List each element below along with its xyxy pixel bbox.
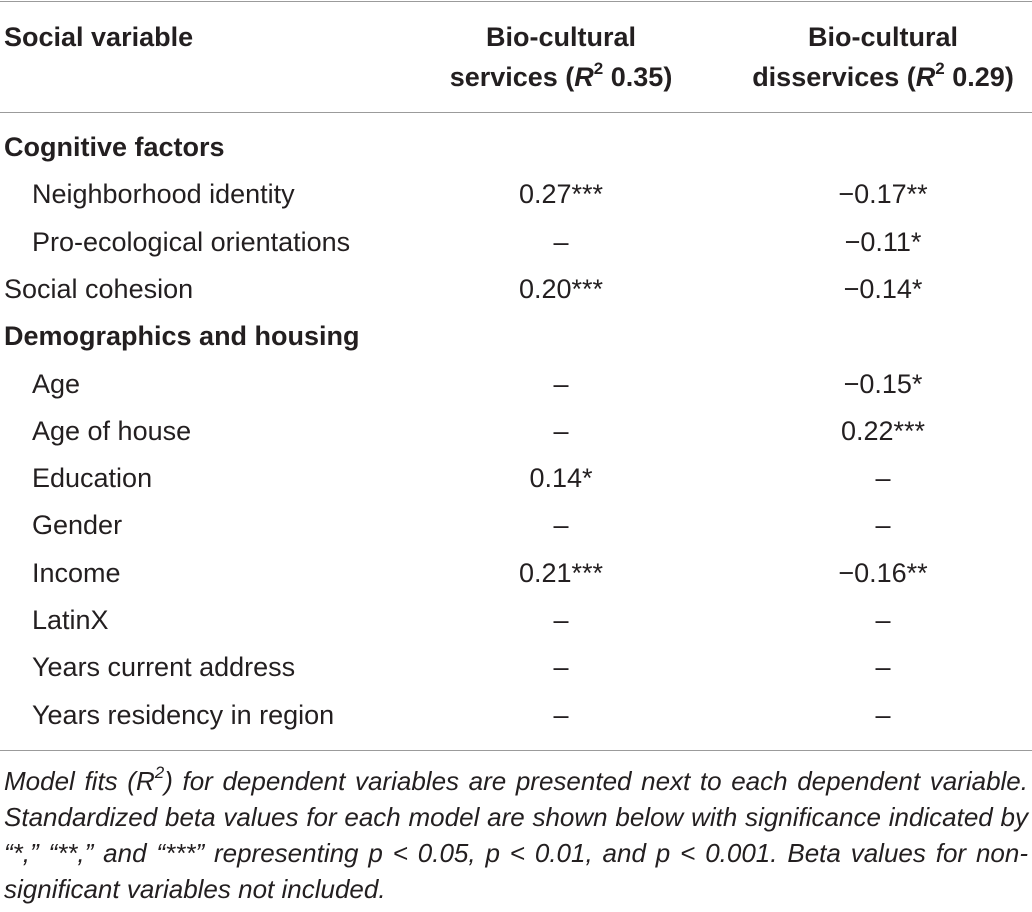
table-footnote: Model fits $(R^2)$ for dependent variables are presented next to each dependent variable. Standardized beta values for each model are shown below with significance indicated by “*,” “**,” and “***” representing p < 0.05, p < 0.01, and p < 0.001. Beta values for non-significant variables not included.	[4, 763, 1028, 904]
table-group-row	[0, 124, 1032, 171]
table-row	[0, 644, 1032, 691]
disservices-beta-value: –	[875, 463, 891, 494]
table-row	[0, 455, 1032, 502]
disservices-beta-value: −0.11*	[844, 226, 922, 257]
row-label: Years current address	[32, 652, 296, 683]
services-beta-value: –	[553, 510, 569, 541]
table-group-row	[0, 313, 1032, 360]
services-beta-value: –	[553, 368, 569, 399]
row-label: Age of house	[32, 415, 192, 446]
table-bottom-rule	[0, 750, 1032, 751]
table-header-rule	[0, 112, 1032, 113]
services-beta-value: –	[553, 605, 569, 635]
row-label: Age	[32, 368, 81, 399]
services-beta-value: 0.20***	[518, 273, 604, 304]
disservices-beta-value: –	[875, 699, 891, 730]
services-beta-value: –	[553, 415, 569, 446]
disservices-beta-value: 0.22***	[840, 415, 926, 446]
header-social-variable: Social variable	[4, 22, 194, 52]
row-label: Pro-ecological orientations	[32, 226, 351, 257]
disservices-beta-value: −0.16**	[838, 557, 928, 588]
row-label: Income	[32, 557, 121, 588]
row-label: Demographics and housing	[4, 321, 360, 352]
table-row	[0, 550, 1032, 597]
row-label: Social cohesion	[4, 273, 194, 304]
table-row	[0, 171, 1032, 218]
disservices-beta-value: −0.17**	[838, 179, 928, 210]
row-label: Neighborhood identity	[32, 179, 295, 210]
services-beta-value: –	[553, 652, 569, 683]
table-row	[0, 502, 1032, 549]
disservices-beta-value: –	[875, 510, 891, 541]
disservices-beta-value: –	[875, 605, 891, 635]
row-label: Gender	[32, 510, 123, 541]
row-label: Years residency in region	[32, 699, 335, 730]
table-row	[0, 597, 1032, 644]
row-label: Education	[32, 463, 153, 494]
header-bio-cultural-disservices	[718, 17, 1032, 97]
header-bio-cultural-services	[430, 17, 692, 97]
table-row	[0, 266, 1032, 313]
services-beta-value: –	[553, 699, 569, 730]
header-services-line2: services ($R^2$ 0.35)	[449, 59, 673, 92]
table-row	[0, 408, 1032, 455]
services-beta-value: 0.14*	[529, 463, 593, 494]
header-disservices-line1: Bio-cultural	[807, 22, 958, 52]
row-label: LatinX	[32, 605, 109, 635]
table-row	[0, 219, 1032, 266]
services-beta-value: 0.21***	[518, 557, 604, 588]
table-row	[0, 361, 1032, 408]
disservices-beta-value: −0.14*	[843, 273, 923, 304]
header-services-line1: Bio-cultural	[485, 22, 636, 52]
header-disservices-line2: disservices ($R^2$ 0.29)	[752, 59, 1014, 92]
disservices-beta-value: −0.15*	[843, 368, 923, 399]
services-beta-value: 0.27***	[518, 179, 604, 210]
services-beta-value: –	[553, 226, 569, 257]
disservices-beta-value: –	[875, 652, 891, 683]
table-top-rule	[0, 1, 1032, 2]
table-row	[0, 692, 1032, 739]
row-label: Cognitive factors	[4, 132, 225, 162]
